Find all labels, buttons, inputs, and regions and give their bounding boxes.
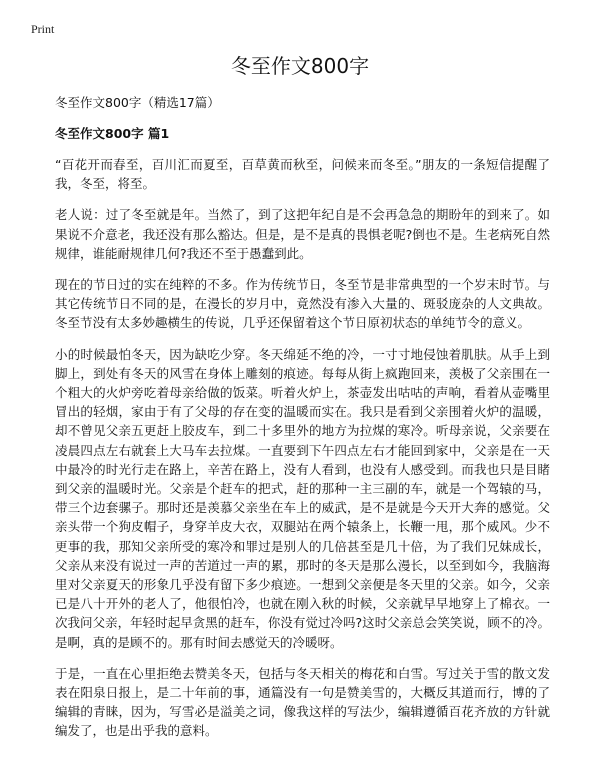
article-body [55, 155, 550, 753]
section-heading: 冬至作文800字 篇1 [55, 126, 170, 141]
paragraph: 现在的节日过的实在纯粹的不多。作为传统节日，冬至节是非常典型的一个岁末时节。与其它传统节日不同的是，在漫长的岁月中，竟然没有渗入大量的、斑驳庞杂的人文典故。冬至节没有太多妙趣横生的传说，几乎还保留着这个节日原初状态的单纯节令的意义。 [55, 277, 550, 331]
document-title: 冬至作文800字 [230, 54, 370, 78]
paragraph: 老人说：过了冬至就是年。当然了，到了这把年纪自是不会再急急的期盼年的到来了。如果说不介意老，我还没有那么豁达。但是，是不是真的畏惧老呢?倒也不是。生老病死自然规律，谁能耐规律几何?我还不至于愚蠢到此。 [55, 207, 550, 261]
print-link[interactable]: Print [31, 22, 55, 36]
paragraph: “百花开而春至，百川汇而夏至，百草黄而秋至，问候来而冬至。”朋友的一条短信提醒了我，冬至，将至。 [55, 157, 550, 192]
paragraph: 于是，一直在心里拒绝去赞美冬天，包括与冬天相关的梅花和白雪。写过关于雪的散文发表在阳泉日报上，是二十年前的事，通篇没有一句是赞美雪的，大概反其道而行，博的了编辑的青睐，因为，写雪必是溢美之词，像我这样的写法少，编辑遵循百花齐放的方针就编发了，也是出乎我的意料。 [55, 665, 550, 739]
document-subtitle: 冬至作文800字（精选17篇） [55, 95, 220, 110]
paragraph: 小的时候最怕冬天，因为缺吃少穿。冬天绵延不绝的冷，一寸寸地侵蚀着肌肤。从手上到脚上，到处有冬天的风雪在身体上雕刻的痕迹。每每从街上疯跑回来，羡极了父亲围在一个粗大的火炉旁吃着母亲给做的饭菜。听着火炉上，茶壶发出咕咕的声响，看着从壶嘴里冒出的轻烟，家由于有了父母的存在变的温暖而实在。我只是看到父亲围着火炉的温暖，却不曾见父亲五更赶上胶皮车，到二十多里外的地方为拉煤的寒冷。听母亲说，父亲要在凌晨四点左右就套上大马车去拉煤。一直要到下午四点左右才能回到家中，父亲是在一天中最冷的时光行走在路上，辛苦在路上，没有人看到，也没有人感受到。而我也只是目睹到父亲的温暖时光。父亲是个赶车的把式，赶的那种一主三副的车，就是一个驾辕的马，带三个边套骡子。那时还是羡慕父亲坐在车上的威武，是不是就是今天开大奔的感觉。父亲头带一个狗皮帽子，身穿羊皮大衣，双腿站在两个辕条上，长鞭一甩，那个威风。少不更事的我，那知父亲所受的寒冷和罪过是别人的几倍甚至是几十倍，为了我们兄妹成长，父亲从来没有说过一声的苦道过一声的累，那时的冬天是那么漫长，以至到如今，我脑海里对父亲夏天的形象几乎没有留下多少痕迹。一想到父亲便是冬天里的父亲。如今，父亲已是八十开外的老人了，他很怕冷，也就在刚入秋的时候，父亲就早早地穿上了棉衣。一次我问父亲，年轻时起早贪黑的赶车，你没有觉过冷吗?这时父亲总会笑笑说，顾不的冷。是啊，真的是顾不的。那有时间去感觉天的冷暖呀。 [55, 346, 550, 650]
